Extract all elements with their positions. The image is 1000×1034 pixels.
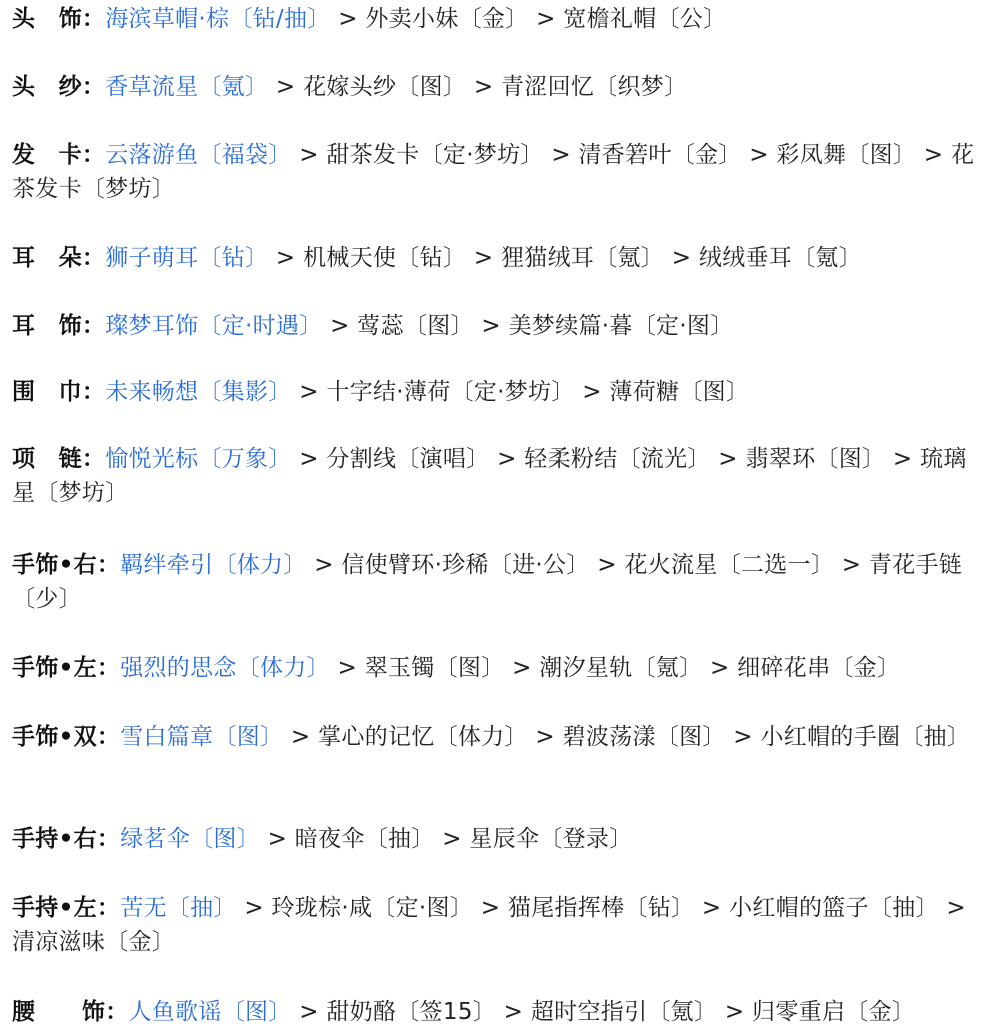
entry-waist (12, 995, 988, 1029)
alternative-items: > 掌心的记忆〔体力〕 > 碧波荡漾〔图〕 > 小红帽的手圈〔抽〕 (283, 724, 971, 750)
entry-head-ornament (12, 2, 988, 36)
entry-hand-right (12, 548, 988, 616)
alternative-items: > 机械天使〔钻〕 > 狸猫绒耳〔氪〕 > 绒绒垂耳〔氪〕 (268, 245, 862, 271)
recommended-item: 苦无〔抽〕 (120, 895, 237, 921)
slot-label: 围 巾： (12, 379, 106, 405)
slot-label: 手饰•左： (12, 655, 121, 681)
alternative-items: > 玲珑棕·咸〔定·图〕 > 猫尾指挥棒〔钻〕 > 小红帽的篮子〔抽〕 > 清凉滋味〔金〕 (12, 895, 966, 955)
slot-label: 项 链： (12, 446, 106, 472)
recommended-item: 强烈的思念〔体力〕 (120, 655, 330, 681)
alternative-items: > 花嫁头纱〔图〕 > 青涩回忆〔织梦〕 (268, 74, 688, 100)
slot-label: 手持•左： (12, 895, 121, 921)
entry-hand-left (12, 651, 988, 685)
recommended-item: 云落游鱼〔福袋〕 (105, 142, 292, 168)
recommended-item: 愉悦光标〔万象〕 (105, 446, 292, 472)
slot-label: 耳 朵： (12, 245, 106, 271)
entry-ears (12, 241, 988, 275)
recommended-item: 人鱼歌谣〔图〕 (128, 999, 292, 1025)
slot-label: 耳 饰： (12, 313, 106, 339)
recommended-item: 狮子萌耳〔钻〕 (105, 245, 269, 271)
recommended-item: 未来畅想〔集影〕 (105, 379, 292, 405)
alternative-items: > 十字结·薄荷〔定·梦坊〕 > 薄荷糖〔图〕 (291, 379, 750, 405)
alternative-items: > 莺蕊〔图〕 > 美梦续篇·暮〔定·图〕 (322, 313, 734, 339)
slot-label: 腰 饰： (12, 999, 129, 1025)
alternative-items: > 翠玉镯〔图〕 > 潮汐星轨〔氪〕 > 细碎花串〔金〕 (329, 655, 901, 681)
alternative-items: > 甜奶酪〔签15〕 > 超时空指引〔氪〕 > 归零重启〔金〕 (291, 999, 916, 1025)
entry-held-right (12, 822, 988, 856)
alternative-items: > 外卖小妹〔金〕 > 宽檐礼帽〔公〕 (330, 6, 727, 32)
slot-label: 手饰•双： (12, 724, 121, 750)
entry-earrings (12, 309, 988, 343)
entry-necklace (12, 442, 988, 510)
slot-label: 手饰•右： (12, 552, 121, 578)
recommended-item: 海滨草帽·棕〔钻/抽〕 (105, 6, 331, 32)
slot-label: 手持•右： (12, 826, 121, 852)
entry-scarf (12, 375, 988, 409)
recommended-item: 璨梦耳饰〔定·时遇〕 (105, 313, 323, 339)
recommended-item: 绿茗伞〔图〕 (120, 826, 261, 852)
entry-hand-both (12, 720, 988, 754)
entry-held-left (12, 891, 988, 959)
alternative-items: > 甜茶发卡〔定·梦坊〕 > 清香箬叶〔金〕 > 彩凤舞〔图〕 > 花茶发卡〔梦坊〕 (12, 142, 975, 202)
alternative-items: > 暗夜伞〔抽〕 > 星辰伞〔登录〕 (260, 826, 633, 852)
slot-label: 头 饰： (12, 6, 106, 32)
recommended-item: 雪白篇章〔图〕 (120, 724, 284, 750)
slot-label: 发 卡： (12, 142, 106, 168)
alternative-items: > 信使臂环·珍稀〔进·公〕 > 花火流星〔二选一〕 > 青花手链〔少〕 (12, 552, 963, 612)
entry-veil (12, 70, 988, 104)
slot-label: 头 纱： (12, 74, 106, 100)
recommended-item: 羁绊牵引〔体力〕 (120, 552, 307, 578)
entry-hairpin (12, 138, 988, 206)
recommended-item: 香草流星〔氪〕 (105, 74, 269, 100)
alternative-items: > 分割线〔演唱〕 > 轻柔粉结〔流光〕 > 翡翠环〔图〕 > 琉璃星〔梦坊〕 (12, 446, 967, 506)
